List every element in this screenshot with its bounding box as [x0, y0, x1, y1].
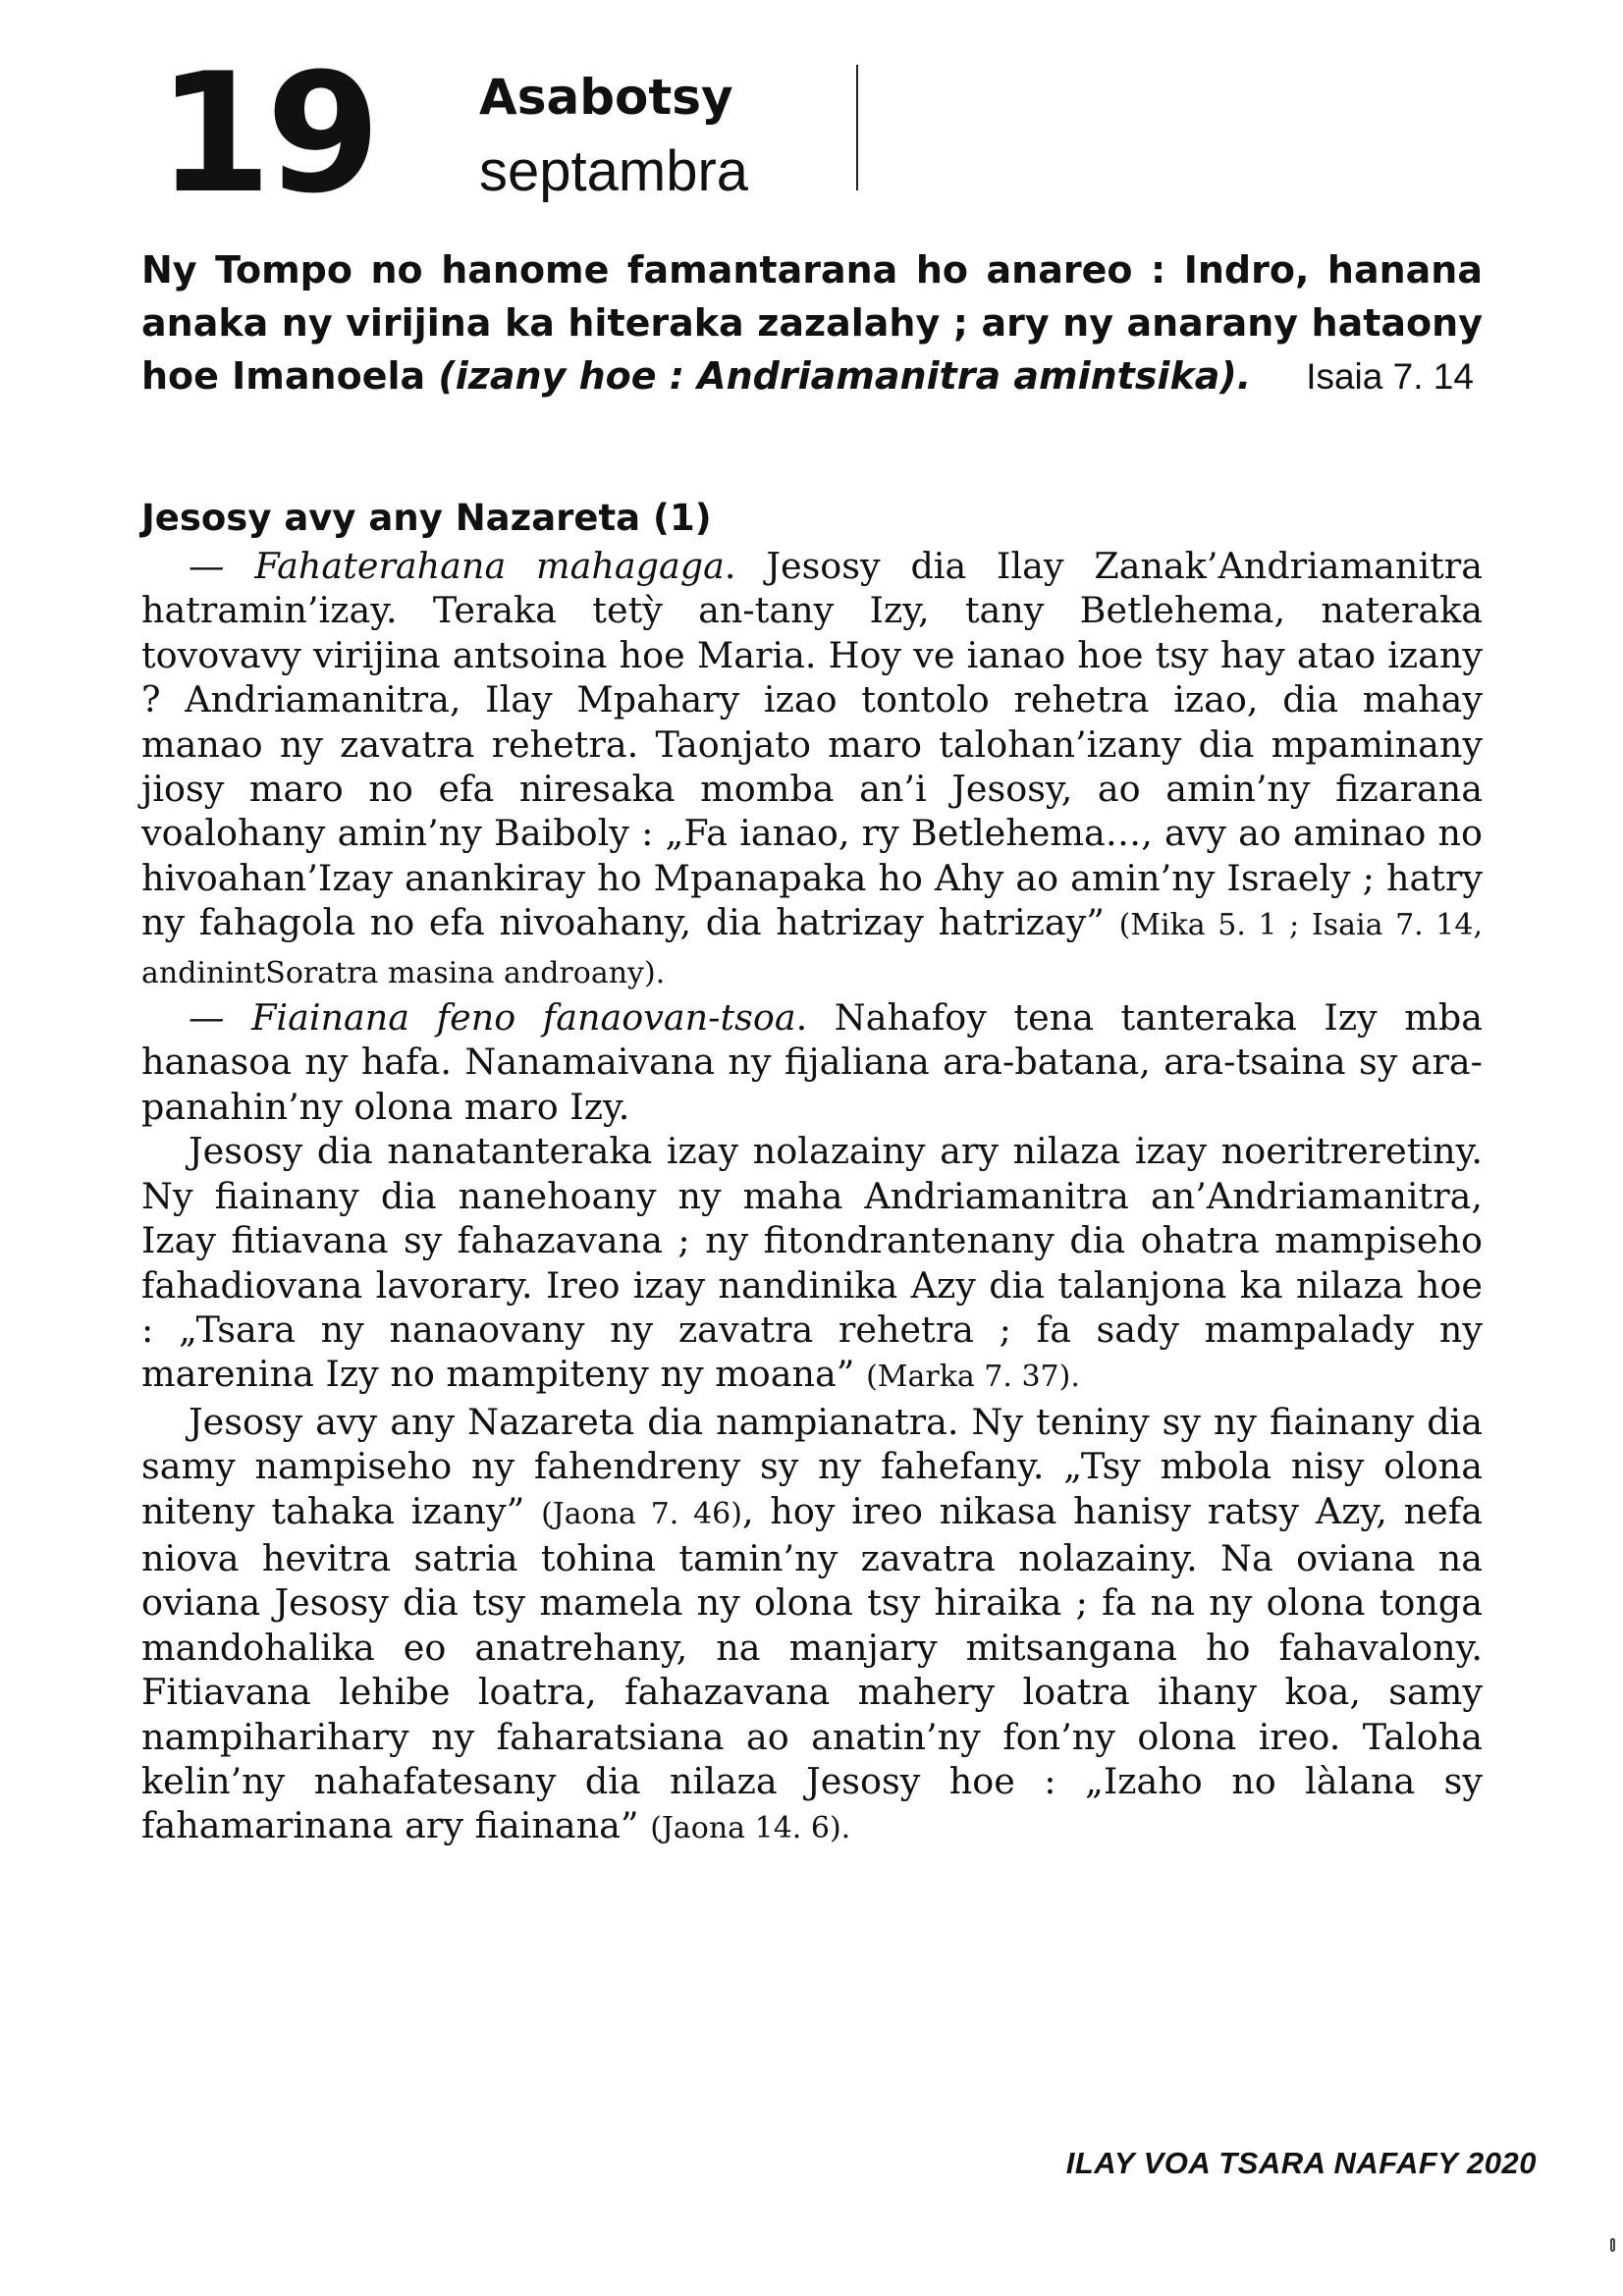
- scripture-reference: (Jaona 7. 46): [541, 1496, 742, 1531]
- verse-gloss: (izany hoe : Andriamanitra amintsika).: [438, 354, 1252, 398]
- verse-text: Ny Tompo no hanome famantarana ho anareo : Indro, hanana anaka ny virijina ka hiteraka zazalahy ; ary ny anarany hataony hoe Imanoela: [141, 248, 1483, 398]
- month: septambra: [479, 139, 749, 203]
- paragraph-text: . Jesosy dia Ilay Zanak’Andriamanitra hatramin’izay. Teraka tetỳ an-tany Izy, tany Betlehema, nateraka tovovavy virijina antsoina hoe Maria. Hoy ve ianao hoe tsy hay atao izany ? Andriamanitra, Ilay Mpahary izao tontolo rehetra izao, dia mahay manao ny zavatra rehetra. Taonjato maro talohan’izany dia mpaminany jiosy maro no efa niresaka momba an’i Jesosy, ao amin’ny fizarana voalohany amin’ny Baiboly : „Fa ianao, ry Betlehema…, avy ao aminao no hivoahan’Izay anankiray ho Mpanapaka ho Ahy ao amin’ny Israely ; hatry ny fahagola no efa nivoahany, dia hatrizay hatrizay”: [141, 545, 1483, 944]
- paragraph: [141, 1129, 1483, 1399]
- paragraph-text: . Nahafoy tena tanteraka Izy mba hanasoa ny hafa. Nanamaivana ny fijaliana ara-batana, ara-tsaina sy ara-panahin’ny olona maro Izy.: [141, 996, 1483, 1128]
- section-title: Jesosy avy any Nazareta (1): [141, 497, 712, 539]
- paragraph-text: , hoy ireo nikasa hanisy ratsy Azy, nefa niova hevitra satria tohina tamin’ny zavatra nolazainy. Na oviana na oviana Jesosy dia tsy mamela ny olona tsy hiraika ; fa na ny olona tonga mandohalika eo anatrehany, na manjary mitsangana ho fahavalony. Fitiavana lehibe loatra, fahazavana mahery loatra ihany koa, samy nampiharihary ny faharatsiana ao anatin’ny fon’ny olona ireo. Taloha kelin’ny nahafatesany dia nilaza Jesosy hoe : „Izaho no làlana sy fahamarinana ary fiainana”: [141, 1489, 1483, 1847]
- scripture-reference: (Mika 5. 1 ; Isaia 7. 14, andinintSoratra masina androany).: [141, 908, 1483, 990]
- scripture-reference: (Marka 7. 37).: [866, 1360, 1080, 1395]
- scripture-reference: (Jaona 14. 6).: [650, 1811, 851, 1846]
- header-divider: [856, 65, 858, 190]
- paragraph-text: Jesosy dia nanatanteraka izay nolazainy ary nilaza izay noeritreretiny. Ny fiainany dia nanehoany ny maha Andriamanitra an’Andriamanitra, Izay fitiavana sy fahazavana ; ny fitondrantenany dia ohatra mampiseho fahadiovana lavorary. Ireo izay nandinika Azy dia talanjona ka nilaza hoe : „Tsara ny nanaovany ny zavatra rehetra ; fa sady mampalady ny marenina Izy no mampiteny ny moana”: [141, 1130, 1483, 1396]
- verse-reference: Isaia 7. 14: [1306, 356, 1474, 397]
- footer-publication-title: ILAY VOA TSARA NAFAFY 2020: [1065, 2146, 1537, 2180]
- daily-verse: [141, 243, 1483, 403]
- weekday: Asabotsy: [479, 69, 733, 126]
- paragraph: [141, 1400, 1483, 1851]
- day-number: 19: [157, 37, 375, 230]
- paragraph: [141, 995, 1483, 1129]
- paragraph: [141, 544, 1483, 995]
- paragraph-lead: — Fahaterahana mahagaga: [189, 545, 725, 587]
- devotional-body: [141, 544, 1483, 1851]
- paragraph-text: Jesosy avy any Nazareta dia nampianatra. Ny teniny sy ny fiainany dia samy nampiseho ny fahendreny sy ny fahefany. „Tsy mbola nisy olona niteny tahaka izany”: [141, 1400, 1483, 1532]
- page-edge-mark: [1610, 2238, 1615, 2252]
- paragraph-lead: — Fiainana feno fanaovan-tsoa: [189, 996, 796, 1040]
